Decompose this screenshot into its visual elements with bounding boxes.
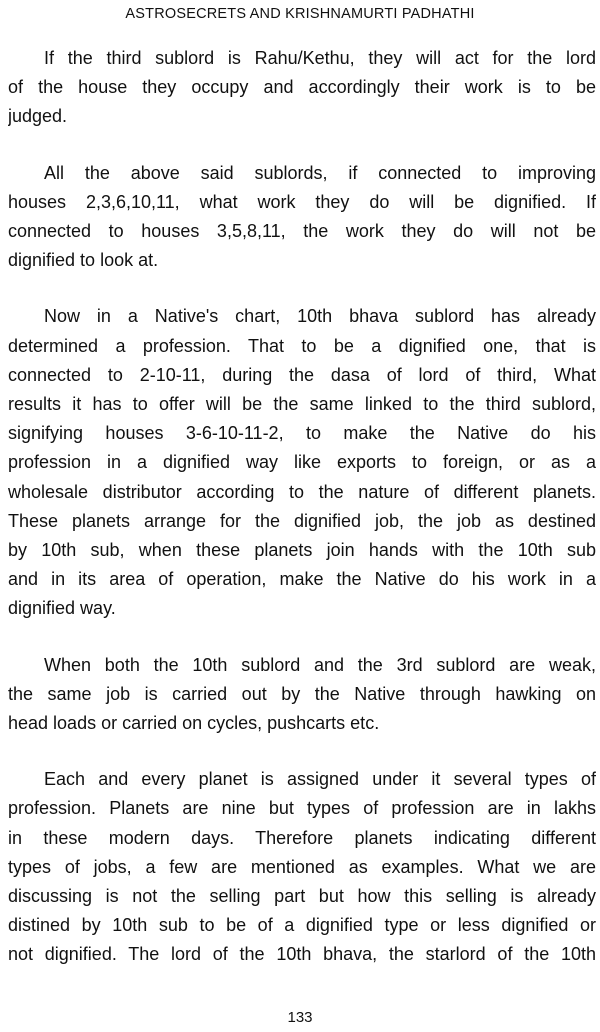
text-line: profession. Planets are nine but types of profession are in lakhs [8,798,596,819]
text-line: determined a profession. That to be a dignified one, that is [8,335,596,356]
text-line: not dignified. The lord of the 10th bhava, the starlord of the 10th [8,944,596,965]
body-text [8,44,596,997]
text-line: connected to 2-10-11, during the dasa of lord of third, What [8,364,596,385]
text-line: signifying houses 3-6-10-11-2, to make the Native do his [8,423,596,444]
paragraph-rahu-kethu-sublord [8,44,596,132]
text-line: dignified to look at. [8,250,159,271]
text-line: of the house they occupy and accordingly their work is to be [8,77,596,98]
text-line: If the third sublord is Rahu/Kethu, they will act for the lord [44,48,596,68]
text-line: in these modern days. Therefore planets indicating different [8,827,596,848]
paragraph-native-chart [8,302,596,623]
text-line: When both the 10th sublord and the 3rd sublord are weak, [44,654,596,675]
text-line: Now in a Native's chart, 10th bhava sublord has already [44,306,596,327]
text-line: the same job is carried out by the Native through hawking on [8,683,596,704]
paragraph-planet-professions [8,765,596,969]
paragraph-weak-sublords [8,651,596,739]
text-line: dignified way. [8,598,116,619]
text-line: head loads or carried on cycles, pushcarts etc. [8,713,380,734]
text-line: discussing is not the selling part but how this selling is already [8,886,596,907]
text-line: and in its area of operation, make the Native do his work in a [8,569,596,590]
paragraph-sublord-houses [8,159,596,276]
text-line: types of jobs, a few are mentioned as examples. What we are [8,856,596,877]
text-line: distined by 10th sub to be of a dignified type or less dignified or [8,915,596,936]
text-line: results it has to offer will be the same linked to the third sublord, [8,394,596,415]
text-line: wholesale distributor according to the nature of different planets. [8,481,596,502]
text-line: by 10th sub, when these planets join hands with the 10th sub [8,540,596,561]
text-line: All the above said sublords, if connected to improving [44,162,596,183]
running-head: ASTROSECRETS AND KRISHNAMURTI PADHATHI [125,6,475,22]
text-line: judged. [8,106,68,127]
text-line: profession in a dignified way like exports to foreign, or as a [8,452,596,473]
text-line: Each and every planet is assigned under it several types of [44,769,596,790]
text-line: These planets arrange for the dignified job, the job as destined [8,510,596,531]
page-number: 133 [287,1009,313,1026]
text-line: houses 2,3,6,10,11, what work they do will be dignified. If [8,191,596,212]
text-line: connected to houses 3,5,8,11, the work they do will not be [8,221,596,242]
